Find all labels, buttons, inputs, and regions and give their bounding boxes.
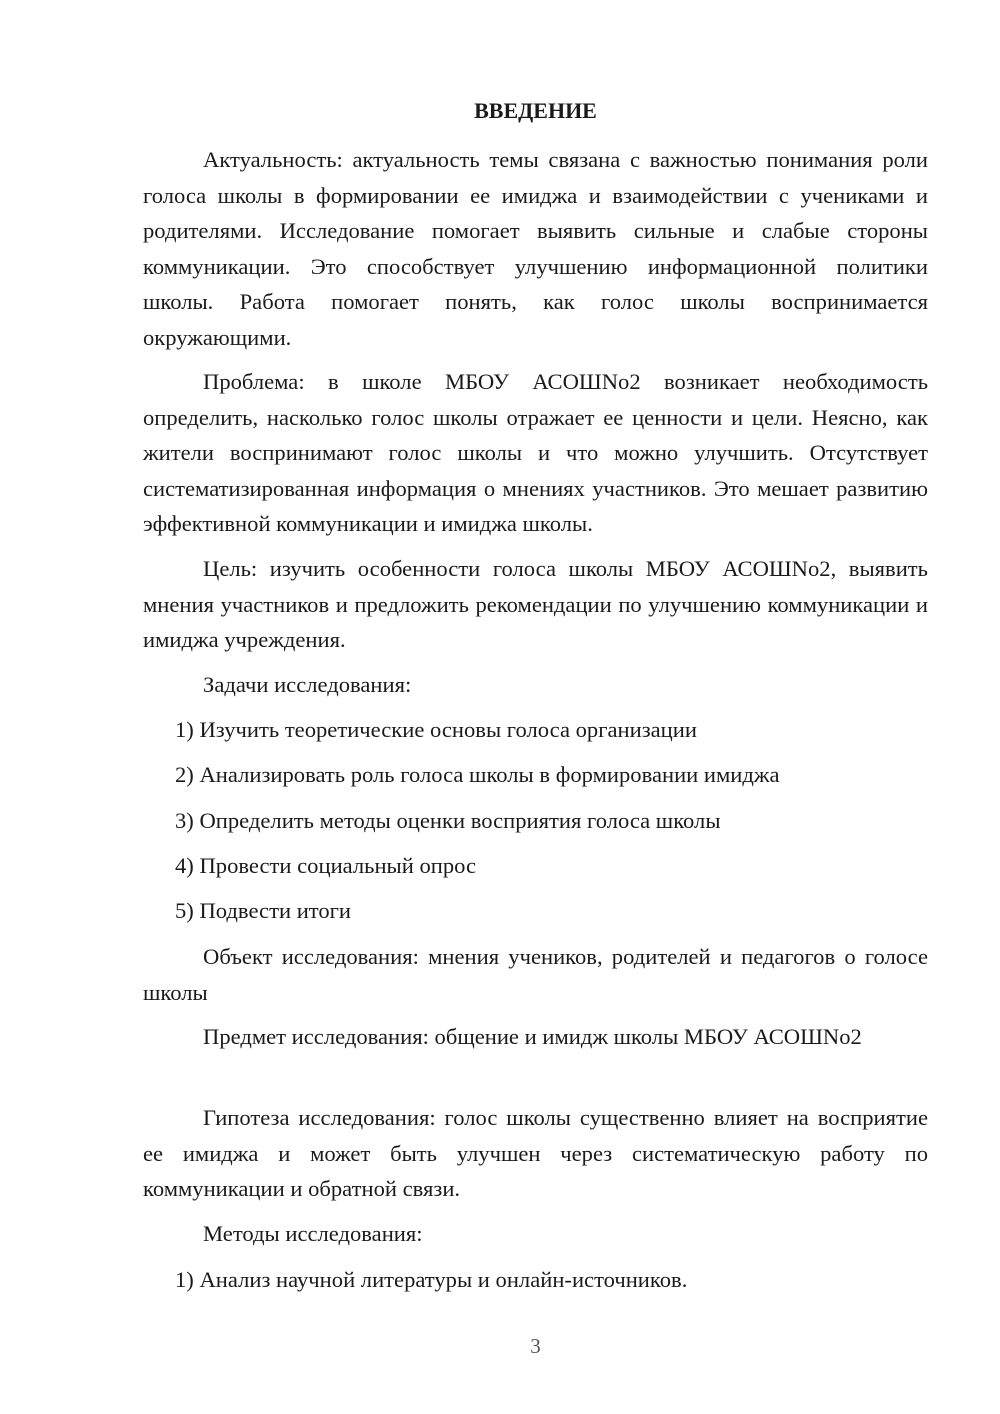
problem-paragraph: Проблема: в школе МБОУ АСОШNo2 возникает необходимость определить, насколько голос школы отражает ее ценности и цели. Неясно, как жители воспринимают голос школы и что можно улучшить. Отсутствует систематизированная информация о мнениях участников. Это мешает развитию эффективной коммуникации и имиджа школы. bbox=[143, 369, 928, 536]
task-item-2: 2) Анализировать роль голоса школы в формировании имиджа bbox=[175, 762, 780, 787]
task-item-4: 4) Провести социальный опрос bbox=[175, 853, 477, 878]
document-page bbox=[143, 0, 928, 1414]
page-number: 3 bbox=[530, 1334, 541, 1358]
tasks-title: Задачи исследования: bbox=[203, 672, 412, 697]
task-item-5: 5) Подвести итоги bbox=[175, 898, 352, 923]
relevance-paragraph: Актуальность: актуальность темы связана с важностью понимания роли голоса школы в формировании ее имиджа и взаимодействии с учениками и родителями. Исследование помогает выявить сильные и слабые стороны коммуникации. Это способствует улучшению информационной политики школы. Работа помогает понять, как голос школы воспринимается окружающими. bbox=[143, 147, 928, 350]
task-item-3: 3) Определить методы оценки восприятия голоса школы bbox=[175, 808, 721, 833]
task-item-1: 1) Изучить теоретические основы голоса организации bbox=[175, 717, 697, 742]
subject-paragraph: Предмет исследования: общение и имидж школы МБОУ АСОШNo2 bbox=[203, 1024, 862, 1049]
hypothesis-paragraph: Гипотеза исследования: голос школы существенно влияет на восприятие ее имиджа и может быть улучшен через систематическую работу по коммуникации и обратной связи. bbox=[143, 1105, 928, 1201]
section-heading: ВВЕДЕНИЕ bbox=[474, 98, 597, 123]
object-paragraph: Объект исследования: мнения учеников, родителей и педагогов о голосе школы bbox=[143, 944, 928, 1005]
methods-title: Методы исследования: bbox=[203, 1221, 423, 1246]
method-item-1: 1) Анализ научной литературы и онлайн-источников. bbox=[175, 1267, 688, 1292]
goal-paragraph: Цель: изучить особенности голоса школы МБОУ АСОШNo2, выявить мнения участников и предложить рекомендации по улучшению коммуникации и имиджа учреждения. bbox=[143, 556, 928, 652]
